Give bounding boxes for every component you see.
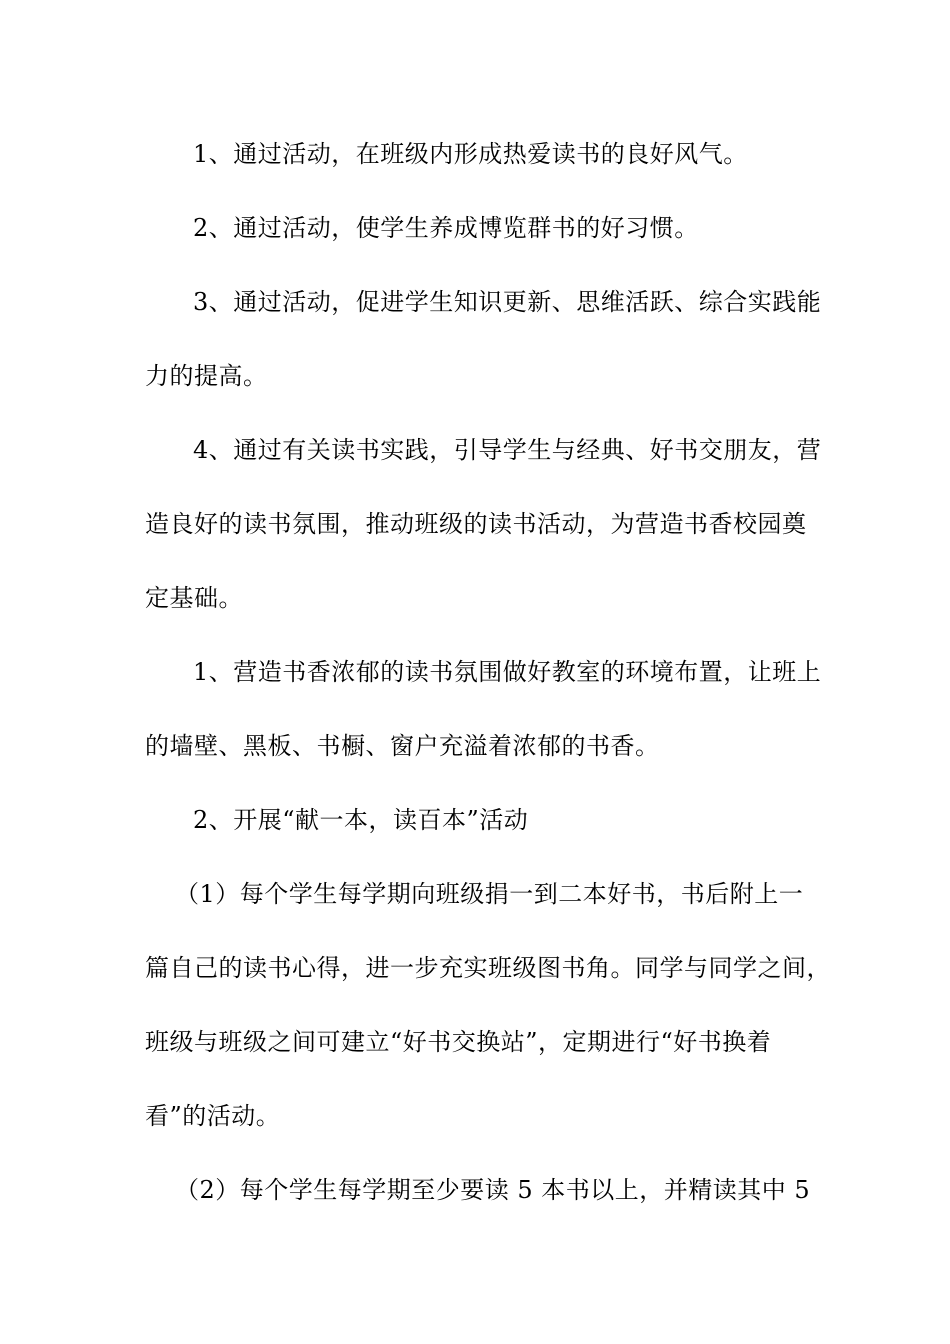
paragraph-line-1: 1、通过活动，在班级内形成热爱读书的良好风气。 — [193, 140, 748, 168]
paragraph-line-11: （1）每个学生每学期向班级捐一到二本好书，书后附上一 — [175, 880, 804, 908]
paragraph-line-7: 定基础。 — [145, 584, 243, 612]
paragraph-line-3: 3、通过活动，促进学生知识更新、思维活跃、综合实践能 — [193, 288, 822, 316]
paragraph-line-8: 1、营造书香浓郁的读书氛围做好教室的环境布置，让班上 — [193, 658, 822, 686]
paragraph-line-15: （2）每个学生每学期至少要读 5 本书以上，并精读其中 5 — [175, 1176, 811, 1204]
paragraph-line-12: 篇自己的读书心得，进一步充实班级图书角。同学与同学之间， — [145, 954, 831, 982]
paragraph-line-6: 造良好的读书氛围，推动班级的读书活动，为营造书香校园奠 — [145, 510, 807, 538]
paragraph-line-10: 2、开展“献一本，读百本”活动 — [193, 806, 529, 834]
paragraph-line-2: 2、通过活动，使学生养成博览群书的好习惯。 — [193, 214, 699, 242]
paragraph-line-9: 的墙壁、黑板、书橱、窗户充溢着浓郁的书香。 — [145, 732, 660, 760]
paragraph-line-4: 力的提高。 — [145, 362, 268, 390]
paragraph-line-13: 班级与班级之间可建立“好书交换站”，定期进行“好书换着 — [145, 1028, 772, 1056]
paragraph-line-14: 看”的活动。 — [145, 1102, 281, 1130]
paragraph-line-5: 4、通过有关读书实践，引导学生与经典、好书交朋友，营 — [193, 436, 822, 464]
